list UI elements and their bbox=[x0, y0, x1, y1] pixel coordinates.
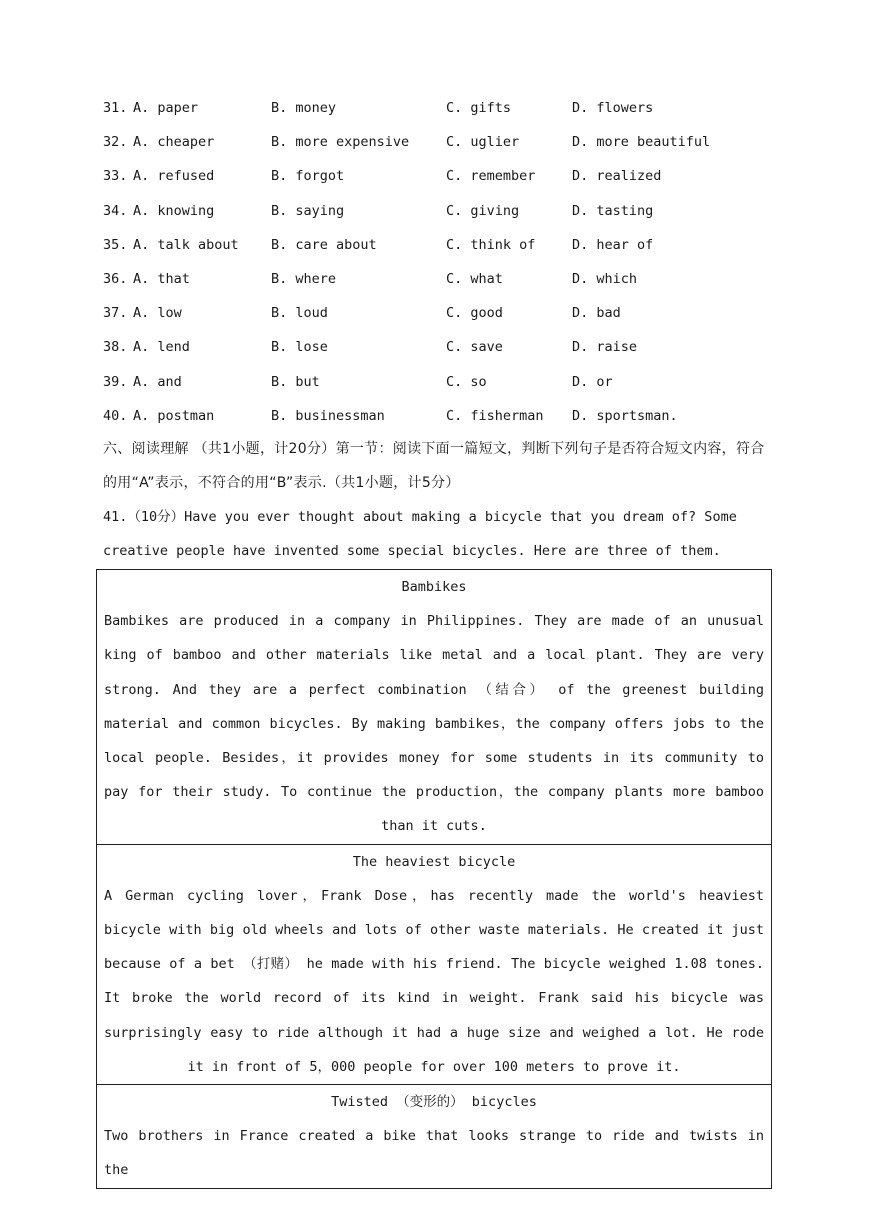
option-c: C. save bbox=[446, 339, 503, 356]
option-b: B. saying bbox=[271, 202, 345, 219]
option-d: D. sportsman. bbox=[572, 407, 678, 424]
question-row bbox=[103, 195, 783, 229]
option-b: B. money bbox=[271, 100, 337, 116]
question-number: 31. bbox=[103, 100, 128, 116]
question-number: 33. bbox=[103, 168, 128, 185]
option-a: A. postman bbox=[133, 407, 215, 424]
option-b: B. care about bbox=[271, 236, 377, 253]
option-b: B. more expensive bbox=[271, 134, 410, 151]
option-d: D. which bbox=[572, 270, 638, 287]
story-cell bbox=[97, 844, 771, 1084]
question-number: 35. bbox=[103, 236, 128, 253]
question-number: 40. bbox=[103, 407, 128, 424]
story-title: The heaviest bicycle bbox=[352, 853, 516, 870]
option-a: A. knowing bbox=[133, 202, 215, 219]
option-a: A. that bbox=[133, 270, 190, 287]
option-b: B. forgot bbox=[271, 168, 345, 185]
option-c: C. remember bbox=[446, 168, 536, 185]
option-c: C. fisherman bbox=[446, 407, 544, 424]
option-a: A. low bbox=[133, 305, 182, 322]
question-number: 37. bbox=[103, 305, 128, 322]
question-number: 36. bbox=[103, 270, 128, 287]
question-row bbox=[103, 263, 783, 297]
option-c: C. good bbox=[446, 305, 503, 322]
option-c: C. uglier bbox=[446, 134, 520, 151]
option-d: D. flowers bbox=[572, 100, 654, 116]
option-b: B. lose bbox=[271, 339, 328, 356]
option-a: A. paper bbox=[133, 100, 199, 116]
question-row bbox=[103, 92, 783, 126]
option-a: A. refused bbox=[133, 168, 215, 185]
option-a: A. cheaper bbox=[133, 134, 215, 151]
option-d: D. tasting bbox=[572, 202, 654, 219]
story-cell bbox=[97, 570, 771, 844]
option-d: D. or bbox=[572, 373, 613, 390]
story-title: Bambikes bbox=[401, 579, 467, 595]
story-body: Bambikes are produced in a company in Philippines. They are made of an unusual king of bamboo and other materials like metal and a local plant. They are very strong. And they are a perfect combination （结合） of the greenest building material and common bicycles. By making bambikes，the company offers jobs to the local people. Besides，it provides money for some students in its community to pay for their study. To continue the production，the company plants more bamboo than it cuts. bbox=[104, 613, 764, 835]
story-body: Two brothers in France created a bike that looks strange to ride and twists in the bbox=[104, 1128, 764, 1179]
question-row bbox=[103, 229, 783, 263]
passage-table bbox=[96, 569, 772, 1189]
option-b: B. but bbox=[271, 373, 320, 390]
option-d: D. bad bbox=[572, 305, 621, 322]
question-row bbox=[103, 160, 783, 194]
option-b: B. loud bbox=[271, 305, 328, 322]
option-c: C. think of bbox=[446, 236, 536, 253]
option-d: D. more beautiful bbox=[572, 134, 711, 151]
section-heading: 六、阅读理解 （共1小题，计20分）第一节：阅读下面一篇短文，判断下列句子是否符合短文内容，符合的用“A”表示，不符合的用“B”表示.（共1小题，计5分） bbox=[103, 441, 765, 492]
question-row bbox=[103, 297, 783, 331]
option-c: C. what bbox=[446, 270, 503, 287]
option-a: A. lend bbox=[133, 339, 190, 356]
option-c: C. giving bbox=[446, 202, 520, 219]
story-body: A German cycling lover，Frank Dose，has recently made the world's heaviest bicycle with big old wheels and lots of other waste materials. He created it just because of a bet （打赌） he made with his friend. The bicycle weighed 1.08 tones. It broke the world record of its kind in weight. Frank said his bicycle was surprisingly easy to ride although it had a huge size and weighed a lot. He rode it in front of 5，000 people for over 100 meters to prove it. bbox=[104, 887, 764, 1075]
story-cell bbox=[97, 1084, 771, 1188]
option-b: B. where bbox=[271, 270, 337, 287]
question-number: 38. bbox=[103, 339, 128, 356]
option-d: D. hear of bbox=[572, 236, 654, 253]
passage-intro: 41.（10分）Have you ever thought about making a bicycle that you dream of? Some creative people have invented some special bicycles. Here are three of them. bbox=[103, 509, 737, 560]
option-c: C. so bbox=[446, 373, 487, 390]
option-a: A. talk about bbox=[133, 236, 239, 253]
question-number: 34. bbox=[103, 202, 128, 219]
question-number: 32. bbox=[103, 134, 128, 151]
question-row bbox=[103, 366, 783, 400]
question-list bbox=[103, 92, 783, 434]
question-row bbox=[103, 126, 783, 160]
question-number: 39. bbox=[103, 373, 128, 390]
question-row bbox=[103, 400, 783, 434]
story-title: Twisted （变形的） bicycles bbox=[331, 1094, 537, 1111]
option-b: B. businessman bbox=[271, 407, 385, 424]
question-row bbox=[103, 331, 783, 365]
option-a: A. and bbox=[133, 373, 182, 390]
option-d: D. raise bbox=[572, 339, 638, 356]
option-c: C. gifts bbox=[446, 100, 512, 116]
option-d: D. realized bbox=[572, 168, 662, 185]
